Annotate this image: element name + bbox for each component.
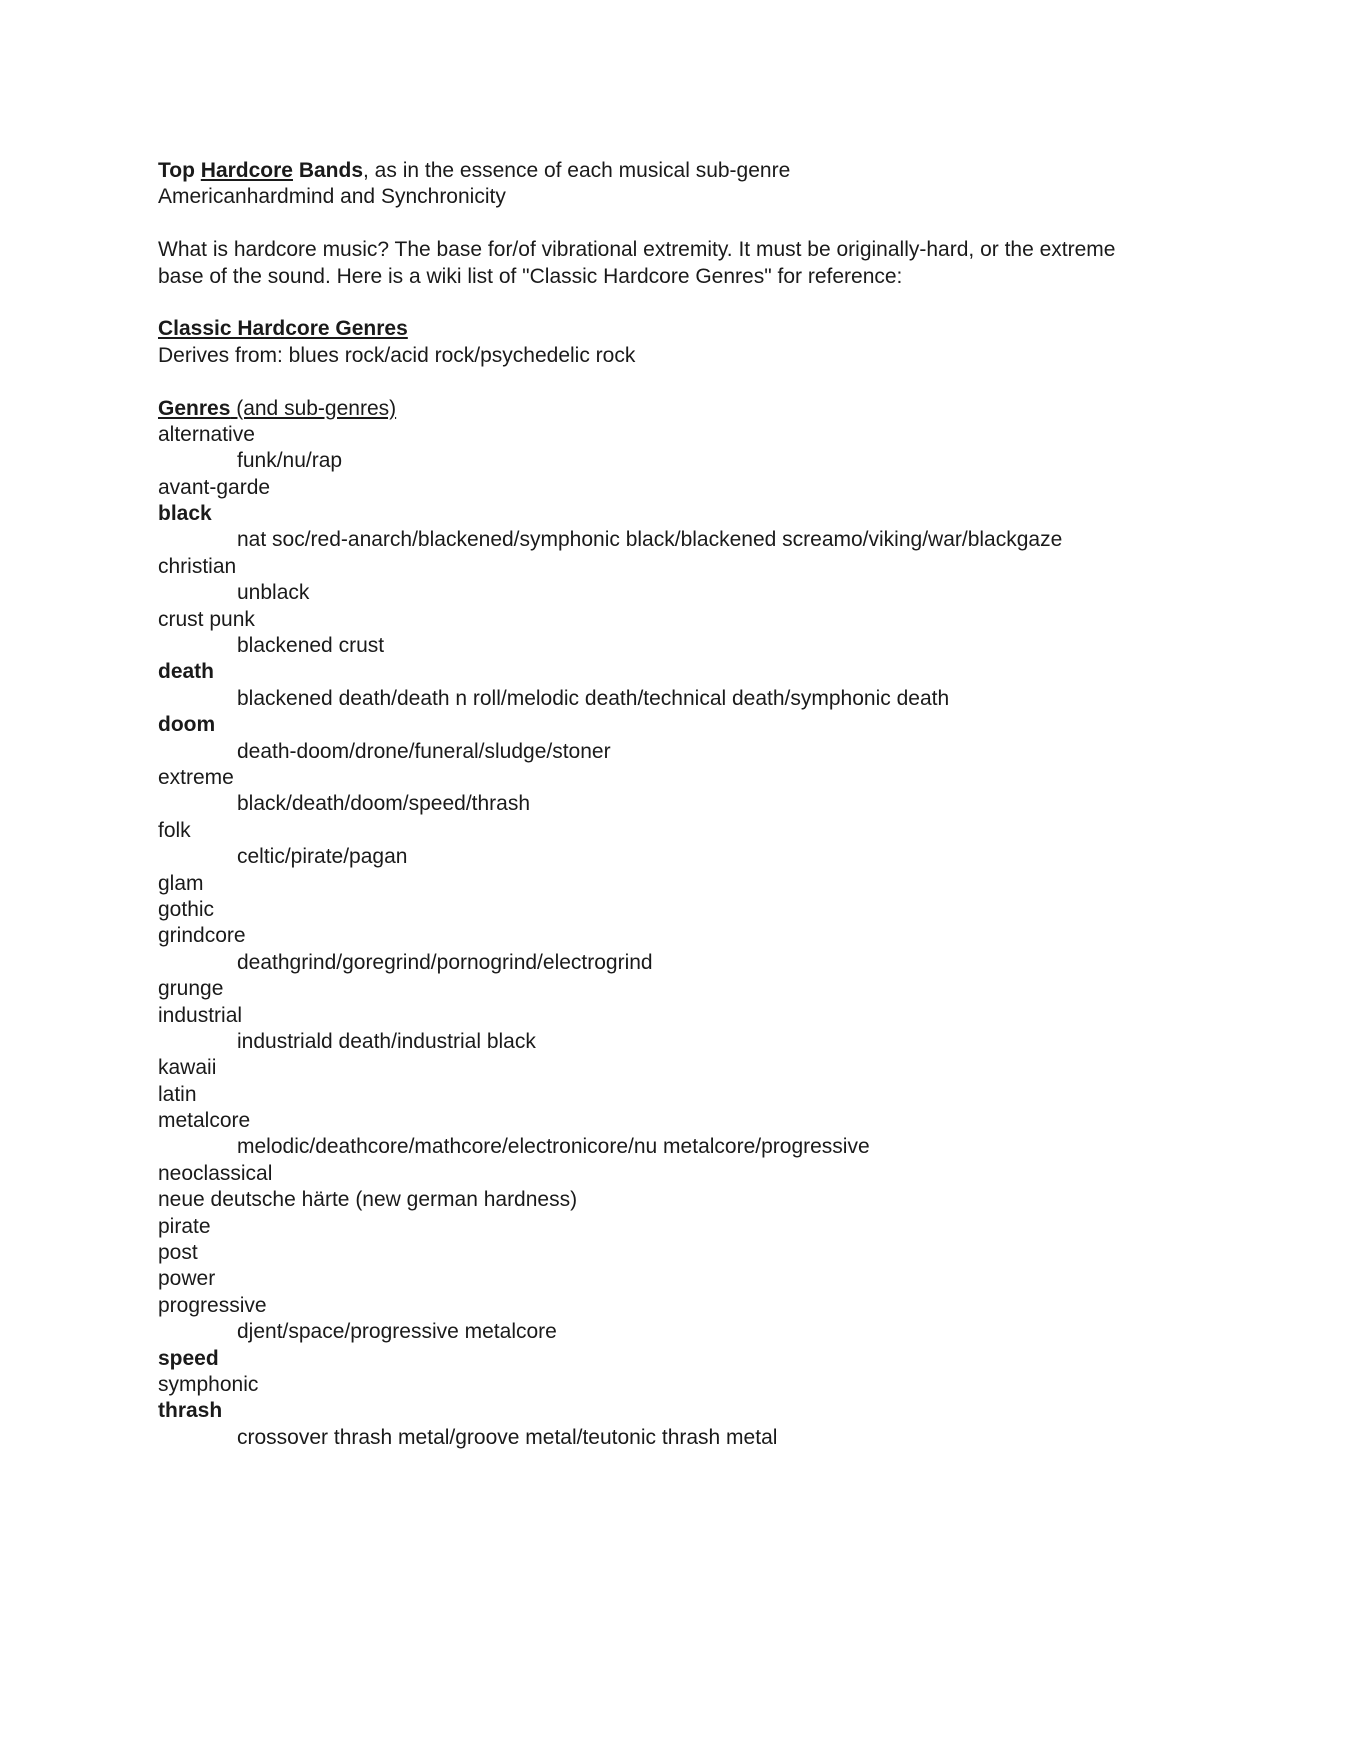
genre-item xyxy=(158,1266,1218,1292)
subgenre-list: djent/space/progressive metalcore xyxy=(237,1320,557,1344)
genre-name: speed xyxy=(158,1346,219,1370)
genre-item xyxy=(158,501,1218,527)
genre-name: avant-garde xyxy=(158,475,271,499)
genre-item xyxy=(158,1293,1218,1319)
genre-item xyxy=(158,818,1218,844)
genre-item xyxy=(158,422,1218,448)
genre-item xyxy=(158,1187,1218,1213)
genre-item xyxy=(158,607,1218,633)
genre-name: grindcore xyxy=(158,924,246,948)
subgenre-list: blackened death/death n roll/melodic death/technical death/symphonic death xyxy=(237,686,950,710)
subgenre-list: blackened crust xyxy=(237,634,385,658)
genre-item xyxy=(158,1003,1218,1029)
subgenre-list: unblack xyxy=(237,581,310,605)
genre-item xyxy=(158,923,1218,949)
genre-item xyxy=(158,1346,1218,1372)
genre-list xyxy=(158,422,1218,1451)
subgenre-list: funk/nu/rap xyxy=(237,449,343,473)
genre-name: kawaii xyxy=(158,1056,217,1080)
genre-item xyxy=(158,1161,1218,1187)
genre-name: folk xyxy=(158,818,191,842)
genre-item xyxy=(158,1398,1218,1424)
classic-heading: Classic Hardcore Genres xyxy=(158,317,408,341)
genre-name: gothic xyxy=(158,897,215,921)
genre-name: thrash xyxy=(158,1399,223,1423)
genre-name: glam xyxy=(158,871,204,895)
intro-line-2: base of the sound. Here is a wiki list of "Classic Hardcore Genres" for reference: xyxy=(158,264,903,288)
genre-item xyxy=(158,1240,1218,1266)
subgenre-list: death-doom/drone/funeral/sludge/stoner xyxy=(237,739,611,763)
genre-name: latin xyxy=(158,1082,197,1106)
genre-name: christian xyxy=(158,554,237,578)
genres-heading: Genres (and sub-genres) xyxy=(158,396,397,420)
genre-name: progressive xyxy=(158,1293,267,1317)
genre-name: doom xyxy=(158,713,216,737)
genre-item xyxy=(158,1214,1218,1240)
subgenre-list: melodic/deathcore/mathcore/electronicore/nu metalcore/progressive xyxy=(237,1135,870,1159)
genre-name: black xyxy=(158,502,212,526)
title-rest: , as in the essence of each musical sub-genre xyxy=(363,159,791,182)
title-top: Top xyxy=(158,159,195,182)
genre-name: alternative xyxy=(158,422,255,446)
genre-item xyxy=(158,976,1218,1002)
title-bands: Bands xyxy=(298,159,364,182)
genre-name: death xyxy=(158,660,215,684)
genre-item xyxy=(158,712,1218,738)
subgenre-list: deathgrind/goregrind/pornogrind/electrogrind xyxy=(237,950,653,974)
genre-item xyxy=(158,871,1218,897)
subgenre-list: crossover thrash metal/groove metal/teutonic thrash metal xyxy=(237,1425,778,1449)
genre-item xyxy=(158,1108,1218,1134)
subgenre-list: nat soc/red-anarch/blackened/symphonic black/blackened screamo/viking/war/blackgaze xyxy=(237,528,1063,552)
intro-line-1: What is hardcore music? The base for/of vibrational extremity. It must be originally-hard, or the extreme xyxy=(158,238,1116,262)
genre-name: extreme xyxy=(158,765,234,789)
subgenre-list: celtic/pirate/pagan xyxy=(237,845,408,869)
genre-name: crust punk xyxy=(158,607,255,631)
genre-item xyxy=(158,1082,1218,1108)
genre-item xyxy=(158,765,1218,791)
genre-item xyxy=(158,554,1218,580)
genre-item xyxy=(158,659,1218,685)
genre-name: post xyxy=(158,1241,198,1265)
genre-item xyxy=(158,897,1218,923)
genre-name: power xyxy=(158,1267,216,1291)
genre-name: symphonic xyxy=(158,1372,259,1396)
document-title xyxy=(158,158,1218,184)
genre-name: neue deutsche härte (new german hardness) xyxy=(158,1188,578,1212)
genre-item xyxy=(158,475,1218,501)
genre-name: neoclassical xyxy=(158,1161,273,1185)
subgenre-list: industriald death/industrial black xyxy=(237,1029,536,1053)
genre-name: grunge xyxy=(158,977,224,1001)
subgenre-list: black/death/doom/speed/thrash xyxy=(237,792,531,816)
derives-from: Derives from: blues rock/acid rock/psychedelic rock xyxy=(158,343,636,367)
document xyxy=(158,158,1218,1451)
genre-name: metalcore xyxy=(158,1109,251,1133)
genre-item xyxy=(158,1372,1218,1398)
genre-item xyxy=(158,1055,1218,1081)
genre-name: industrial xyxy=(158,1003,243,1027)
title-hardcore: Hardcore xyxy=(200,159,293,182)
authors: Americanhardmind and Synchronicity xyxy=(158,185,506,209)
genre-name: pirate xyxy=(158,1214,211,1238)
